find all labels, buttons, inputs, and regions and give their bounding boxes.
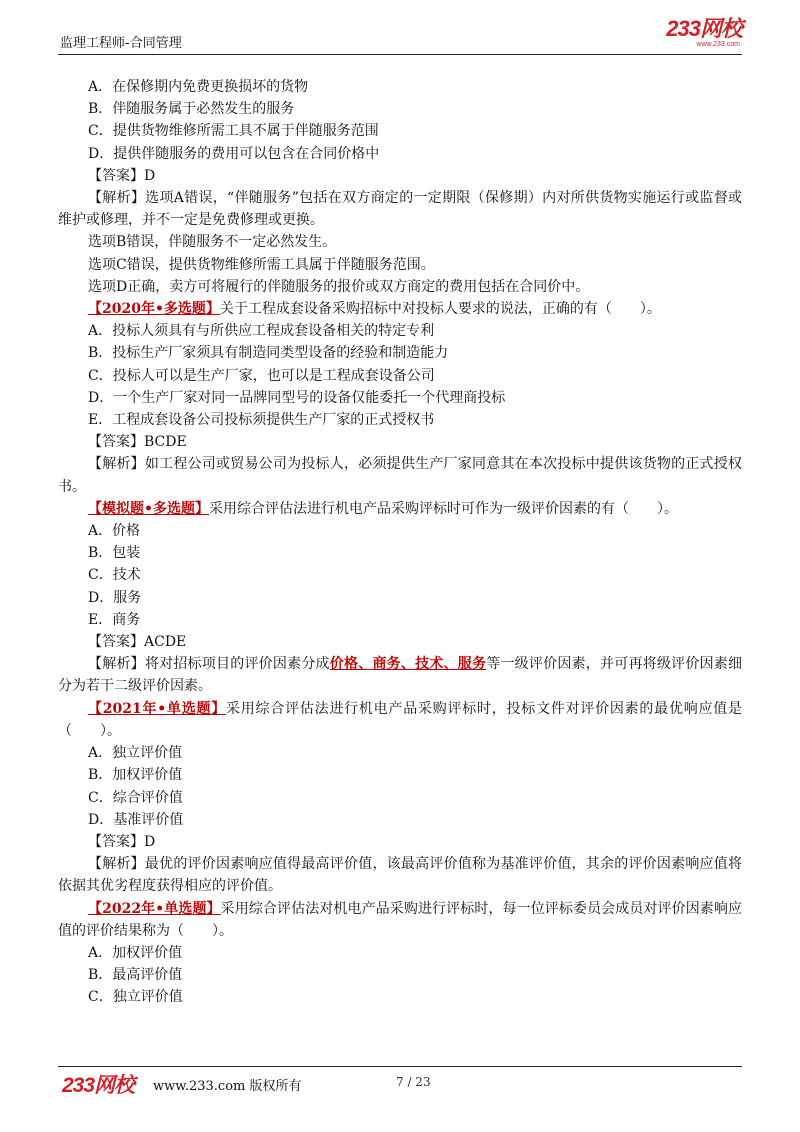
document-body xyxy=(58,76,742,1009)
question-stem xyxy=(58,498,742,520)
option-a: A．加权评价值 xyxy=(88,944,183,961)
option-a: A．在保修期内免费更换损坏的货物 xyxy=(88,79,309,95)
analysis: 【解析】最优的评价因素响应值得最高评价值，该最高评价值称为基准评价值，其余的评价因素响应值将依据其优劣程度获得相应的评价值。 xyxy=(58,856,742,895)
analysis-note: 选项D正确，卖方可将履行的伴随服务的报价或双方商定的费用包括在合同价中。 xyxy=(88,278,590,295)
analysis: 【解析】如工程公司或贸易公司为投标人，必须提供生产厂家同意其在本次投标中提供该货物的正式授权书。 xyxy=(58,456,742,495)
question-text: 采用综合评估法进行机电产品采购评标时可作为一级评价因素的有（ ）。 xyxy=(208,500,678,517)
option-e: E．商务 xyxy=(88,611,141,628)
option-b: B．加权评价值 xyxy=(88,767,183,784)
answer: 【答案】BCDE xyxy=(88,434,187,451)
header-title: 监理工程师-合同管理 xyxy=(60,36,182,51)
option-a: A．投标人须具有与所供应工程成套设备相关的特定专利 xyxy=(88,323,435,340)
option-d: D．基准评价值 xyxy=(88,811,184,828)
analysis-highlight: 价格、商务、技术、服务 xyxy=(329,656,487,673)
option-a: A．价格 xyxy=(88,523,141,540)
question-text: 采用综合评估法进行机电产品采购评标时，投标文件对评价因素的最优响应值是（ ）。 xyxy=(58,700,742,739)
analysis-text: 【解析】将对招标项目的评价因素分成 xyxy=(88,656,330,673)
brand-logo xyxy=(666,18,742,48)
question-stem xyxy=(58,698,742,742)
option-c: C．技术 xyxy=(88,567,141,584)
page-number: 7 / 23 xyxy=(396,1075,431,1089)
option-d: D．一个生产厂家对同一品牌同型号的设备仅能委托一个代理商投标 xyxy=(88,389,506,406)
option-c: C．独立评价值 xyxy=(88,989,183,1006)
analysis: 【解析】选项A错误，“伴随服务”包括在双方商定的一定期限（保修期）内对所供货物实施运行或监督或维护或修理，并不一定是免费修理或更换。 xyxy=(58,190,742,229)
question-stem xyxy=(58,298,742,320)
option-a: A．独立评价值 xyxy=(88,745,183,762)
option-b: B．包装 xyxy=(88,545,141,562)
option-d: D．提供伴随服务的费用可以包含在合同价格中 xyxy=(88,145,380,162)
question-text: 采用综合评估法对机电产品采购进行评标时，每一位评标委员会成员对评价因素响应值的评价结果称为（ ）。 xyxy=(58,900,742,939)
analysis-note: 选项C错误，提供货物维修所需工具属于伴随服务范围。 xyxy=(88,256,435,273)
option-b: B．伴随服务属于必然发生的服务 xyxy=(88,101,295,118)
option-b: B．投标生产厂家须具有制造同类型设备的经验和制造能力 xyxy=(88,345,449,362)
footer-logo: 233网校 xyxy=(62,1074,135,1097)
analysis xyxy=(58,653,742,697)
page-header xyxy=(58,14,742,55)
option-e: E．工程成套设备公司投标须提供生产厂家的正式授权书 xyxy=(88,412,435,429)
option-d: D．服务 xyxy=(88,589,142,606)
option-c: C．投标人可以是生产厂家，也可以是工程成套设备公司 xyxy=(88,367,435,384)
question-text: 关于工程成套设备采购招标中对投标人要求的说法，正确的有（ ）。 xyxy=(219,301,661,318)
question-tag: 【2022年•单选题】 xyxy=(88,900,221,917)
answer: 【答案】D xyxy=(88,833,156,850)
question-tag: 【2020年•多选题】 xyxy=(88,301,220,318)
page-footer xyxy=(58,1066,742,1097)
question-tag: 【2021年•单选题】 xyxy=(88,700,227,717)
logo-text: 233网校 xyxy=(666,16,742,41)
analysis-note: 选项B错误，伴随服务不一定必然发生。 xyxy=(88,234,337,251)
option-b: B．最高评价值 xyxy=(88,967,183,984)
question-tag: 【模拟题•多选题】 xyxy=(88,500,209,517)
option-c: C．提供货物维修所需工具不属于伴随服务范围 xyxy=(88,123,379,140)
footer-copyright: www.233.com 版权所有 xyxy=(153,1079,302,1094)
question-stem xyxy=(58,898,742,942)
option-c: C．综合评价值 xyxy=(88,789,183,806)
answer: 【答案】D xyxy=(88,167,156,184)
analysis-text: 等一级评价因素，并可再将级评价因素细分为若干二级评价因素。 xyxy=(58,656,743,695)
answer: 【答案】ACDE xyxy=(88,634,187,651)
logo-url: www.233.com xyxy=(696,41,740,48)
